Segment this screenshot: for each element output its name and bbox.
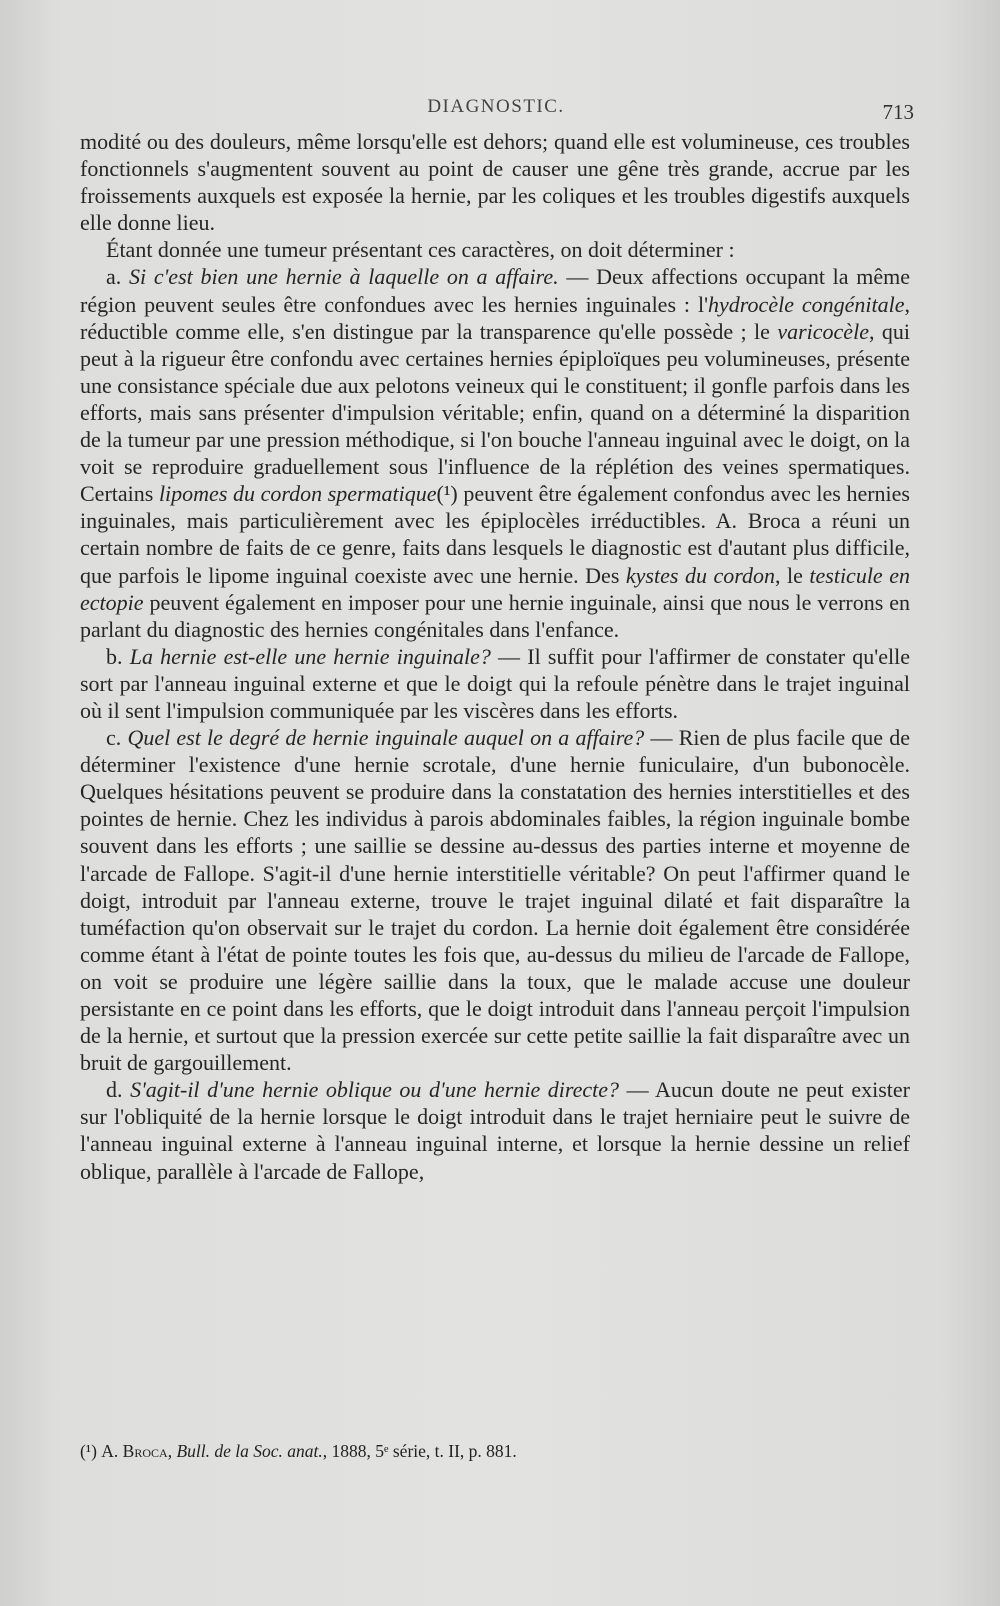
item-label: a. xyxy=(106,264,129,290)
text-run: — Rien de plus facile que de déterminer l'existence d'une hernie scrotale, d'une hernie funiculaire, d'un bubonocèle. Quelques hésitations peuvent se produire dans la constatation des hernies interstitielles et des pointes de hernie. Chez les individus à parois abdominales faibles, la région inguinale bombe souvent dans les efforts ; une saillie se dessine au-dessus des parties interne et moyenne de l'arcade de Fallope. S'agit-il d'une hernie interstitielle véritable? On peut l'affirmer quand le doigt, introduit par l'anneau externe, trouve le trajet inguinal dilaté et fait disparaître la tuméfaction qu'on observait sur le trajet du cordon. La hernie doit également être considérée comme étant à l'état de pointe toutes les fois que, au-dessus du milieu de l'arcade de Fallope, on voit se produire une légère saillie dans la toux, que le malade accuse une douleur persistante en ce point dans les efforts, que le doigt introduit dans l'anneau perçoit l'impulsion de la hernie, et surtout que la pression exercée sur cette petite saillie la fait disparaître avec un bruit de gargouillement. xyxy=(80,725,910,1076)
term-varicocele: varicocèle xyxy=(777,318,869,344)
question-c: Quel est le degré de hernie inguinale auquel on a affaire? xyxy=(127,725,645,751)
footnote xyxy=(80,1440,910,1462)
paragraph-a xyxy=(80,263,910,642)
term-kystes: kystes du cordon xyxy=(625,562,775,588)
footnote-author: A. Broca xyxy=(101,1441,168,1461)
text-run: modité ou des douleurs, même lorsqu'elle est dehors; quand elle est volumineuse, ces troubles fonctionnels s'augmentent souvent au point de causer une gêne très grande, accrue par les froissements auxquels est exposée la hernie, par les coliques et les troubles digestifs auxquels elle donne lieu. xyxy=(80,129,910,236)
question-b: La hernie est-elle une hernie inguinale? xyxy=(129,643,491,669)
paragraph-c xyxy=(80,724,910,1076)
item-label: b. xyxy=(106,643,130,669)
text-run: (¹) peuvent être également confondus avec les hernies inguinales, mais particulièrement avec les épiplocèles irréductibles. A. Broca a réuni un certain nombre de faits de ce genre, faits dans lesquels le diagnostic est d'autant plus difficile, que parfois le lipome inguinal coexiste avec une hernie. Des xyxy=(80,481,910,588)
paragraph-b xyxy=(80,643,910,724)
running-head: DIAGNOSTIC. xyxy=(427,96,565,117)
text-run: — Aucun doute ne peut exister sur l'obliquité de la hernie lorsque le doigt introduit dans le trajet herniaire peut le suivre de l'anneau inguinal externe à l'anneau inguinal interne, et lorsque la hernie dessine un relief oblique, parallèle à l'arcade de Fallope, xyxy=(80,1077,910,1184)
question-a: Si c'est bien une hernie à laquelle on a affaire. xyxy=(129,264,559,290)
term-testicule: testicule en ectopie xyxy=(80,562,910,615)
page-header xyxy=(78,92,914,124)
item-label: c. xyxy=(106,725,128,751)
paragraph-intro xyxy=(80,236,910,263)
footnote-mark: (¹) xyxy=(80,1441,102,1461)
item-label: d. xyxy=(106,1077,131,1103)
term-lipomes: lipomes du cordon spermatique xyxy=(158,481,437,507)
paragraph-symptoms xyxy=(80,128,910,236)
text-run: — Deux affections occupant la même région peuvent seules être confondues avec les hernies inguinales : l' xyxy=(80,264,911,317)
text-run: , réductible comme elle, s'en distingue par la transparence qu'elle possède ; le xyxy=(80,291,911,344)
term-hydrocele: hydrocèle congénitale xyxy=(708,291,905,317)
footnote-ref: , 1888, 5ᵉ série, t. II, p. 881. xyxy=(322,1441,517,1461)
body-text xyxy=(80,128,910,1185)
text-run: , qui peut à la rigueur être confondu avec certaines hernies épiploïques peu volumineuses, présente une consistance spéciale due aux pelotons veineux qui le constituent; il gonfle parfois dans les efforts, mais sans présenter d'impulsion véritable; enfin, quand on a déterminé la disparition de la tumeur par une pression méthodique, si l'on bouche l'anneau inguinal avec le doigt, on la voit se reproduire graduellement sous l'influence de la réplétion des veines spermatiques. Certains xyxy=(80,318,910,507)
paragraph-d xyxy=(80,1076,910,1184)
text-run: , le xyxy=(774,562,810,588)
text-run: peuvent également en imposer pour une hernie inguinale, ainsi que nous le verrons en parlant du diagnostic des hernies congénitales dans l'enfance. xyxy=(80,589,910,642)
page-number: 713 xyxy=(882,100,914,124)
text-run: Étant donnée une tumeur présentant ces caractères, on doit déterminer : xyxy=(106,237,735,263)
question-d: S'agit-il d'une hernie oblique ou d'une hernie directe? xyxy=(130,1077,620,1103)
footnote-sep: , xyxy=(167,1441,177,1461)
text-run: — Il suffit pour l'affirmer de constater qu'elle sort par l'anneau inguinal externe et que le doigt qui la refoule pénètre dans le trajet inguinal où il sent l'impulsion communiquée par les viscères dans les efforts. xyxy=(80,643,910,723)
footnote-journal: Bull. de la Soc. anat. xyxy=(176,1441,323,1461)
